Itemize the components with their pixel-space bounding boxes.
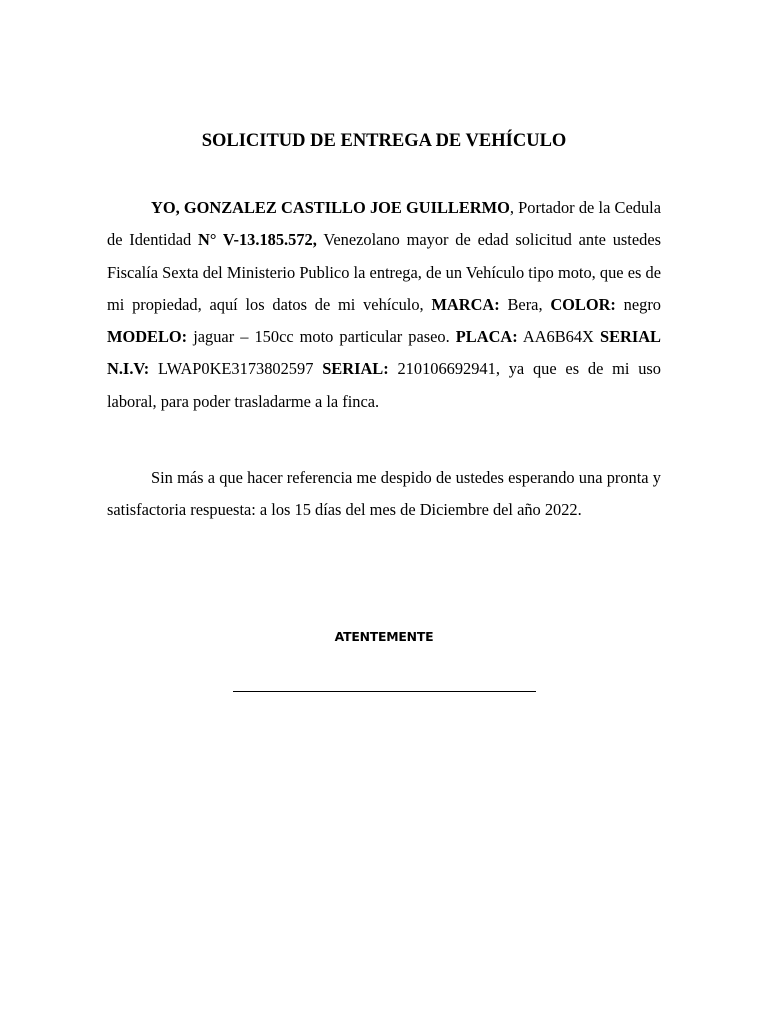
closing-salutation: ATENTEMENTE	[334, 629, 434, 644]
modelo-label: MODELO:	[107, 327, 188, 347]
declarant-name: YO, GONZALEZ CASTILLO JOE GUILLERMO	[151, 198, 510, 217]
document-title: SOLICITUD DE ENTREGA DE VEHÍCULO	[201, 131, 567, 151]
color-label: COLOR:	[550, 294, 616, 314]
serial-label: SERIAL:	[322, 359, 389, 379]
placa-label: PLACA:	[455, 327, 518, 347]
color-value: negro	[615, 294, 662, 314]
serial-niv-value: LWAP0KE3173802597	[149, 359, 323, 379]
body-text-2: Venezolano mayor de edad solicitud ante ustedes Fiscalía Sexta del Ministerio Publico la entrega, de un Vehículo tipo moto, que es de mi propiedad, aquí los datos de mi vehículo,	[107, 230, 661, 314]
body-text-1: , Portador de la Cedula de Identidad	[107, 198, 661, 250]
modelo-value: jaguar – 150cc moto particular paseo.	[187, 327, 456, 347]
marca-value: Bera,	[499, 294, 551, 314]
placa-value: AA6B64X	[517, 327, 600, 347]
signature-line	[233, 691, 536, 692]
serial-value: 210106692941, ya que es de mi uso laboral, para poder trasladarme a la finca.	[107, 359, 661, 411]
marca-label: MARCA:	[431, 294, 500, 314]
serial-niv-label: SERIAL N.I.V:	[107, 327, 661, 379]
request-paragraph	[107, 192, 661, 418]
closing-paragraph: Sin más a que hacer referencia me despido de ustedes esperando una pronta y satisfactoria respuesta: a los 15 días del mes de Diciembre del año 2022.	[107, 468, 661, 520]
id-number: N° V-13.185.572,	[198, 230, 317, 250]
